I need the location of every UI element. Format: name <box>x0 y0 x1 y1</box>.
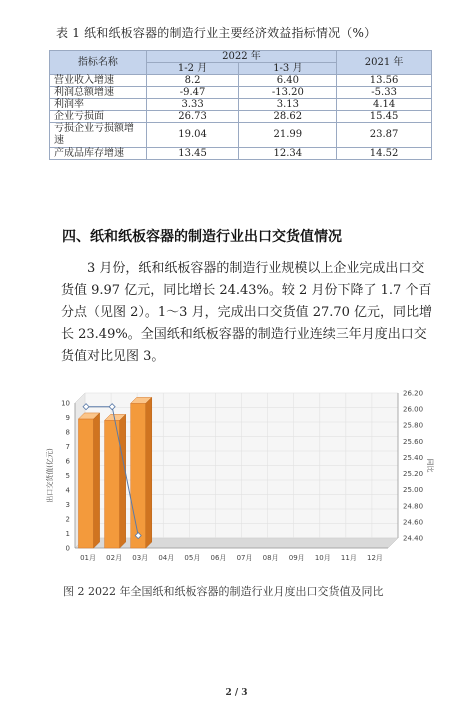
row-name: 亏损企业亏损额增速 <box>50 123 147 148</box>
row-value-2021: 14.52 <box>337 148 432 160</box>
table-row <box>50 75 432 87</box>
table-row <box>50 99 432 111</box>
row-value-2021: -5.33 <box>337 87 432 99</box>
header-indicator-name: 指标名称 <box>50 51 147 75</box>
row-value-2021: 23.87 <box>337 123 432 148</box>
y-tick-label: 6 <box>65 457 70 466</box>
y2-axis-title: 同比 <box>426 458 434 473</box>
table-row <box>50 123 432 148</box>
y-tick-label: 0 <box>65 544 70 553</box>
x-tick-label: 02月 <box>106 554 123 562</box>
y-tick-label: 10 <box>61 399 70 408</box>
bar <box>131 403 146 548</box>
y2-tick-label: 25.00 <box>403 486 424 495</box>
row-name: 产成品库存增速 <box>50 148 147 160</box>
export-value-chart <box>43 388 434 572</box>
row-value-jan-mar: 12.34 <box>239 148 337 160</box>
row-value-jan-mar: 3.13 <box>239 99 337 111</box>
y2-tick-label: 26.00 <box>403 405 424 414</box>
row-value-jan-mar: 6.40 <box>239 75 337 87</box>
x-tick-label: 11月 <box>340 554 357 562</box>
row-value-jan-feb: 26.73 <box>146 111 239 123</box>
x-tick-label: 04月 <box>158 554 175 562</box>
row-value-2021: 15.45 <box>337 111 432 123</box>
y2-tick-label: 25.60 <box>403 437 424 446</box>
y-tick-label: 8 <box>65 428 70 437</box>
header-jan-feb: 1-2 月 <box>146 63 239 75</box>
row-value-jan-mar: 21.99 <box>239 123 337 148</box>
y-axis-title: 出口交货值(亿元) <box>46 448 54 503</box>
y2-tick-label: 25.20 <box>403 470 424 479</box>
y2-tick-label: 24.40 <box>403 534 424 543</box>
row-value-jan-feb: 3.33 <box>146 99 239 111</box>
page-number: 2 / 3 <box>225 688 248 698</box>
x-tick-label: 06月 <box>210 554 227 562</box>
x-tick-label: 05月 <box>184 554 201 562</box>
row-value-jan-feb: 13.45 <box>146 148 239 160</box>
y-tick-label: 2 <box>65 515 70 524</box>
table-row <box>50 148 432 160</box>
row-value-jan-feb: 8.2 <box>146 75 239 87</box>
chart-caption: 图 2 2022 年全国纸和纸板容器的制造行业月度出口交货值及同比 <box>63 585 384 598</box>
x-tick-label: 10月 <box>314 554 331 562</box>
row-name: 利润率 <box>50 99 147 111</box>
row-value-jan-mar: 28.62 <box>239 111 337 123</box>
y-tick-label: 7 <box>65 443 70 451</box>
y-tick-label: 9 <box>65 414 70 422</box>
y2-tick-label: 26.20 <box>403 389 424 398</box>
table-row <box>50 111 432 123</box>
x-tick-label: 03月 <box>132 554 149 562</box>
bar-side <box>146 397 152 548</box>
y2-tick-label: 24.60 <box>403 518 424 527</box>
y-tick-label: 3 <box>65 501 70 509</box>
row-value-jan-mar: -13.20 <box>239 87 337 99</box>
x-tick-label: 07月 <box>236 554 253 562</box>
y2-tick-label: 25.80 <box>403 421 424 430</box>
header-2021: 2021 年 <box>337 51 432 75</box>
header-jan-mar: 1-3 月 <box>239 63 337 75</box>
bar <box>78 419 93 548</box>
y-tick-label: 5 <box>65 472 70 480</box>
table-row <box>50 87 432 99</box>
bar <box>105 420 120 548</box>
row-name: 企业亏损面 <box>50 111 147 123</box>
row-value-2021: 4.14 <box>337 99 432 111</box>
row-name: 利润总额增速 <box>50 87 147 99</box>
row-name: 营业收入增速 <box>50 75 147 87</box>
body-paragraph: 3 月份，纸和纸板容器的制造行业规模以上企业完成出口交货值 9.97 亿元，同比增长 24.43%。较 2 月份下降了 1.7 个百分点（见图 2）。1～3 月，完成出口交货值 27.70 亿元，同比增长 23.49%。全国纸和纸板容器的制造行业连续三年月度出口交货值对比见图 3。 <box>61 261 433 364</box>
section-title: 四、纸和纸板容器的制造行业出口交货值情况 <box>62 229 342 245</box>
indicator-table <box>49 50 432 160</box>
row-value-jan-feb: 19.04 <box>146 123 239 148</box>
y2-tick-label: 25.40 <box>403 453 424 462</box>
y-tick-label: 1 <box>65 530 70 538</box>
y2-tick-label: 24.80 <box>403 502 424 511</box>
bar-side <box>94 413 100 548</box>
x-tick-label: 08月 <box>262 554 279 562</box>
x-tick-label: 12月 <box>366 554 383 562</box>
table-title: 表 1 纸和纸板容器的制造行业主要经济效益指标情况（%） <box>56 26 377 40</box>
x-tick-label: 09月 <box>288 554 305 562</box>
x-tick-label: 01月 <box>80 554 97 562</box>
y-tick-label: 4 <box>65 486 70 495</box>
row-value-2021: 13.56 <box>337 75 432 87</box>
header-2022: 2022 年 <box>146 51 337 63</box>
chart-svg <box>43 388 434 572</box>
row-value-jan-feb: -9.47 <box>146 87 239 99</box>
bar-side <box>120 414 126 548</box>
